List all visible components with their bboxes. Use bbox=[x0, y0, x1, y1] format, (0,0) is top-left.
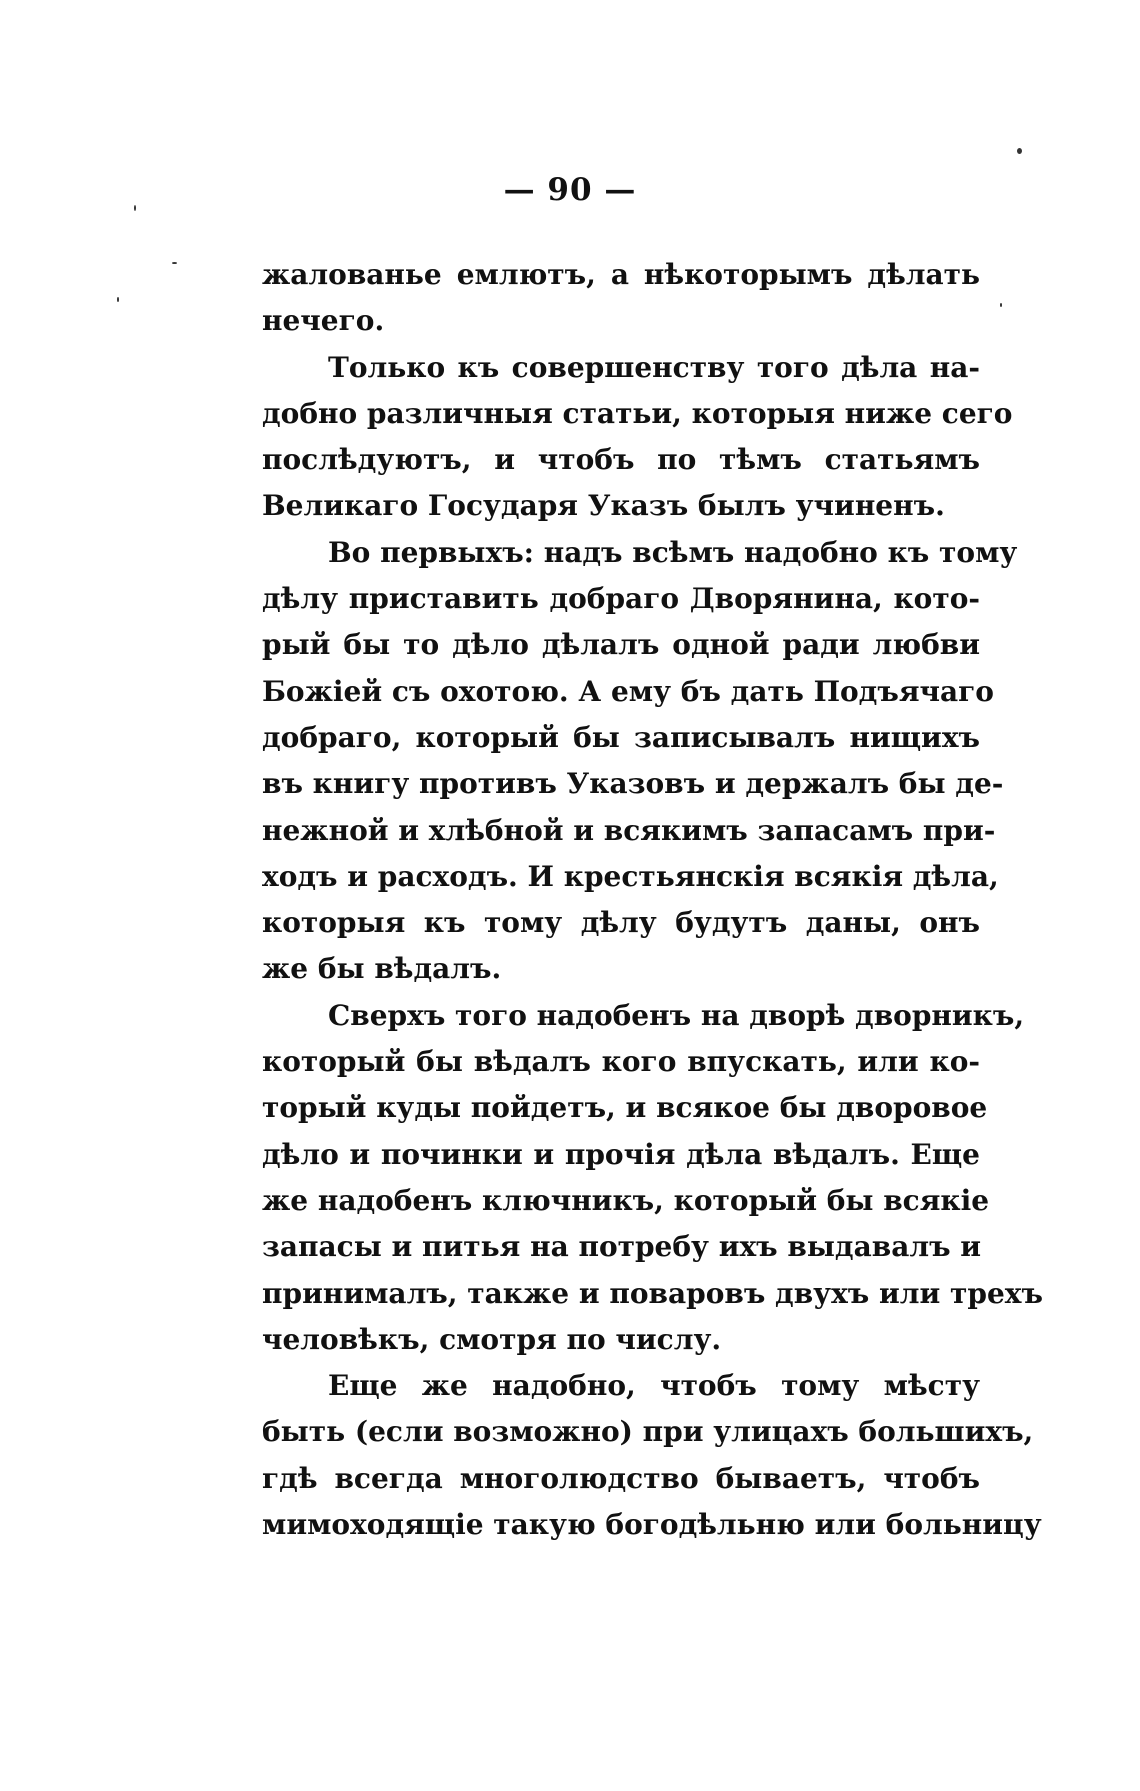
scan-speck bbox=[1017, 148, 1022, 154]
text-line: жалованье емлютъ, а нѣкоторымъ дѣлать bbox=[262, 258, 980, 291]
text-line: въ книгу противъ Указовъ и держалъ бы де- bbox=[262, 767, 1004, 801]
body-text bbox=[262, 252, 1043, 1548]
page-number: — 90 — bbox=[503, 172, 637, 208]
text-line: же бы вѣдалъ. bbox=[262, 952, 502, 986]
text-line: рый бы то дѣло дѣлалъ одной ради любви bbox=[262, 628, 980, 662]
text-line: мимоходящіе такую богодѣльню или больницу bbox=[262, 1508, 1042, 1542]
text-line: дѣлу приставить добраго Дворянина, кото- bbox=[262, 582, 980, 616]
text-line: же надобенъ ключникъ, который бы всякіе bbox=[262, 1183, 990, 1217]
text-line: нежной и хлѣбной и всякимъ запасамъ при- bbox=[262, 813, 996, 847]
text-line: которыя къ тому дѣлу будутъ даны, онъ bbox=[262, 906, 980, 940]
text-line: запасы и питья на потребу ихъ выдавалъ и bbox=[262, 1230, 982, 1264]
text-line: Еще же надобно, чтобъ тому мѣсту bbox=[328, 1369, 980, 1403]
text-line: гдѣ всегда многолюдство бываетъ, чтобъ bbox=[262, 1461, 980, 1495]
text-line: человѣкъ, смотря по числу. bbox=[262, 1322, 722, 1356]
text-line: ходъ и расходъ. И крестьянскія всякія дѣла, bbox=[262, 859, 999, 893]
text-line: быть (если возможно) при улицахъ большихъ, bbox=[262, 1415, 1034, 1449]
text-line: нечего. bbox=[262, 304, 385, 338]
text-line: Во первыхъ: надъ всѣмъ надобно къ тому bbox=[328, 535, 1018, 569]
text-line: Божіей съ охотою. А ему бъ дать Подъячаго bbox=[262, 674, 994, 708]
scan-speck bbox=[1000, 303, 1002, 307]
text-line: добраго, который бы записывалъ нищихъ bbox=[262, 720, 980, 754]
scan-speck bbox=[172, 262, 177, 264]
text-line: Великаго Государя Указъ былъ учиненъ. bbox=[262, 489, 945, 523]
text-line: добно различныя статьи, которыя ниже сего bbox=[262, 396, 1013, 430]
text-line: послѣдуютъ, и чтобъ по тѣмъ статьямъ bbox=[262, 443, 980, 477]
text-line: торый куды пойдетъ, и всякое бы дворовое bbox=[262, 1091, 988, 1125]
scan-speck bbox=[134, 205, 136, 211]
text-line: Сверхъ того надобенъ на дворѣ дворникъ, bbox=[328, 998, 1025, 1032]
text-line: дѣло и починки и прочія дѣла вѣдалъ. Еще bbox=[262, 1137, 980, 1171]
text-line: принималъ, также и поваровъ двухъ или трехъ bbox=[262, 1276, 1043, 1310]
scan-speck bbox=[117, 297, 119, 302]
text-line: который бы вѣдалъ кого впускать, или ко- bbox=[262, 1045, 980, 1079]
text-line: Только къ совершенству того дѣла на- bbox=[328, 350, 980, 384]
